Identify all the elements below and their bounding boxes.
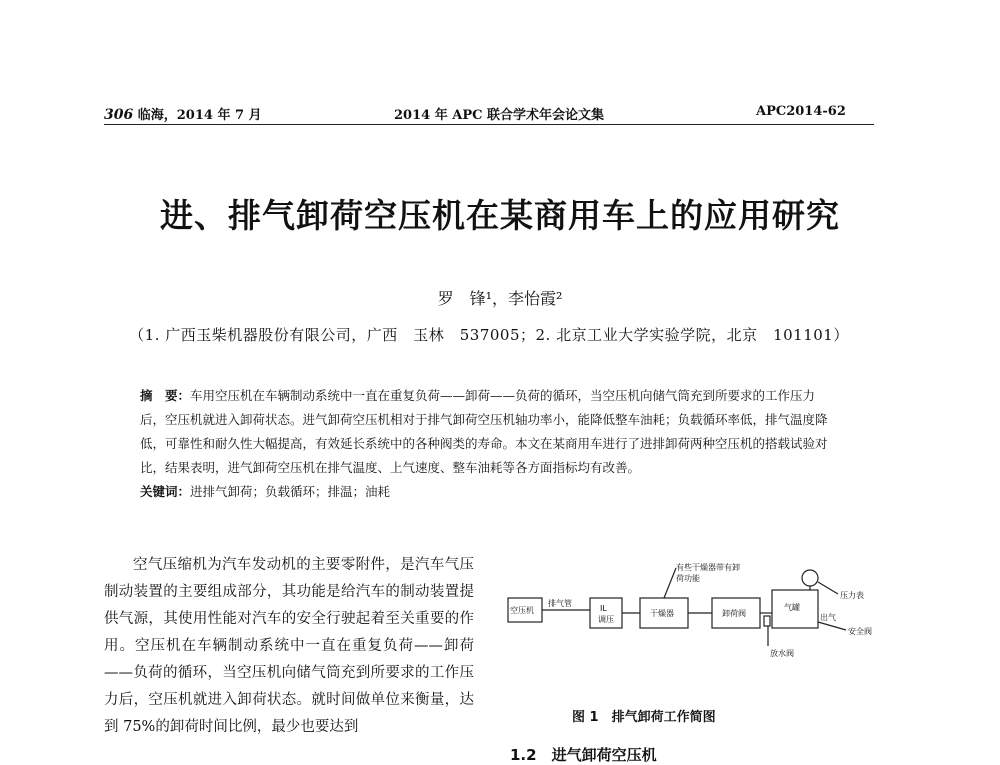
label-exhaust-pipe: 排气管 <box>548 599 572 608</box>
affiliations: （1. 广西玉柴机器股份有限公司，广西 玉林 537005；2. 北京工业大学实验学院，北京 101101） <box>129 326 849 344</box>
dryer-note-leader <box>664 568 676 598</box>
label-dryer-note-2: 荷功能 <box>676 574 700 583</box>
paper-title: 进、排气卸荷空压机在某商用车上的应用研究 <box>160 196 840 235</box>
location-date: 临海，2014 年 7 月 <box>137 108 262 123</box>
keywords <box>140 480 840 504</box>
label-dryer-note-1: 有些干燥器带有卸 <box>676 563 740 572</box>
safety-valve-leader <box>818 622 846 630</box>
label-regulator-1: IL <box>600 604 607 613</box>
header-rule <box>104 124 874 125</box>
proceedings-title: 2014 年 APC 联合学术年会论文集 <box>394 108 604 123</box>
keywords-label: 关键词： <box>140 484 191 499</box>
section-heading: 1.2 进气卸荷空压机 <box>510 746 657 764</box>
keywords-text: 进排气卸荷；负载循环；排温；油耗 <box>190 484 391 499</box>
paper-code: APC2014-62 <box>756 104 846 119</box>
label-dryer: 干燥器 <box>650 609 674 618</box>
label-tank-outlet: 出气 <box>820 613 836 622</box>
gauge-leader <box>818 582 838 594</box>
abstract-block <box>140 384 840 504</box>
label-regulator-2: 调压 <box>598 615 614 624</box>
figure-1-diagram <box>500 560 890 670</box>
authors: 罗 锋¹，李怡霞² <box>437 289 563 308</box>
label-pressure-gauge: 压力表 <box>840 591 864 600</box>
abstract <box>140 384 840 480</box>
pressure-gauge-icon <box>802 570 818 586</box>
abstract-text: 车用空压机在车辆制动系统中一直在重复负荷——卸荷——负荷的循环，当空压机向储气筒充到所要求的工作压力后，空压机就进入卸荷状态。进气卸荷空压机相对于排气卸荷空压机轴功率小，能降低整车油耗；负载循环率低，排气温度降低，可靠性和耐久性大幅提高，有效延长系统中的各种阀类的寿命。本文在某商用车进行了进排卸荷两种空压机的搭载试验对比，结果表明，进气卸荷空压机在排气温度、上气速度、整车油耗等各方面指标均有改善。 <box>140 388 828 475</box>
page-number: 306 <box>104 107 134 123</box>
page-header-left <box>104 104 262 123</box>
label-safety-valve: 安全阀 <box>848 627 872 636</box>
label-tank: 气罐 <box>784 603 800 612</box>
tank-port <box>764 616 770 626</box>
body-paragraph: 空气压缩机为汽车发动机的主要零附件，是汽车气压制动装置的主要组成部分，其功能是给汽车的制动装置提供气源，其使用性能对汽车的安全行驶起着至关重要的作用。空压机在车辆制动系统中一直在重复负荷——卸荷——负荷的循环，当空压机向储气筒充到所要求的工作压力后，空压机就进入卸荷状态。就时间做单位来衡量，达到 75%的卸荷时间比例，最少也要达到 <box>104 557 474 735</box>
label-drain-valve: 放水阀 <box>770 649 794 658</box>
label-unloader-valve: 卸荷阀 <box>722 609 746 618</box>
figure-caption: 图 1 排气卸荷工作简图 <box>572 710 716 725</box>
label-compressor: 空压机 <box>510 606 534 615</box>
abstract-label: 摘 要： <box>140 388 191 403</box>
